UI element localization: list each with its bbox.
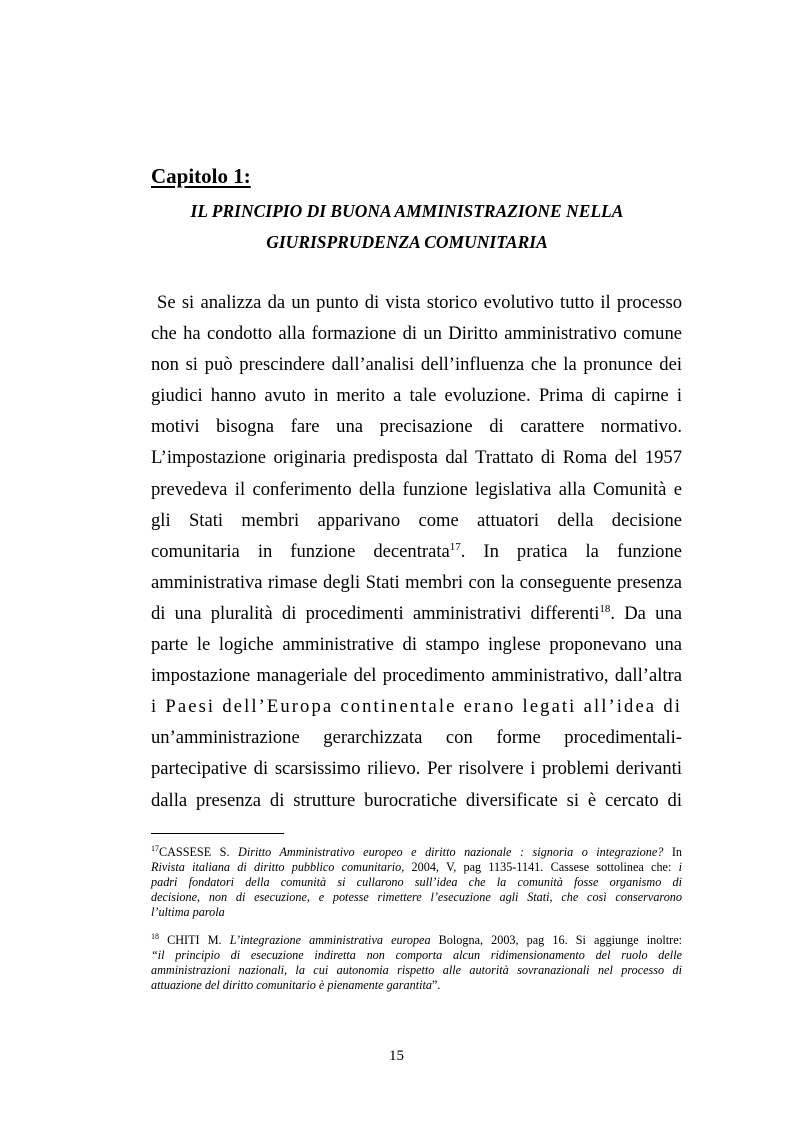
footnote-line: [151, 978, 682, 993]
footnote-quote: attuazione del diritto comunitario è pienamente garantita: [151, 977, 432, 992]
body-line: dalla presenza di strutture burocratiche diversificate si è cercato di: [151, 789, 682, 811]
body-line: motivi bisogna fare una precisazione di carattere normativo.: [151, 416, 682, 438]
body-line: [151, 598, 682, 629]
footnote-text: In: [663, 845, 682, 859]
body-line: i Paesi dell’Europa continentale erano legati all’idea di: [151, 696, 682, 718]
footnote-separator: [151, 833, 284, 834]
chapter-title-line-1: IL PRINCIPIO DI BUONA AMMINISTRAZIONE NELLA: [190, 201, 624, 221]
body-line: impostazione manageriale del procedimento amministrativo, dall’altra: [151, 665, 682, 687]
footnote-ref-18: 18: [599, 602, 611, 615]
body-line-part: di una pluralità di procedimenti amministrativi differenti: [151, 602, 600, 624]
footnote-line: [151, 875, 682, 890]
footnote-text: , 2004, V, pag 1135-1141. Cassese sottolinea che:: [401, 859, 679, 874]
body-text: [151, 287, 682, 816]
body-line: parte le logiche amministrative di stampo inglese proponevano una: [151, 634, 682, 656]
footnote-18: [151, 933, 682, 993]
body-line: che ha condotto alla formazione di un Diritto amministrativo comune: [151, 323, 682, 345]
footnote-quote: padri fondatori della comunità si cullarono sull’idea che la comunità fosse organismo di: [151, 874, 682, 889]
footnote-title: L’integrazione amministrativa europea: [229, 933, 431, 947]
footnote-line: [151, 963, 682, 978]
body-line-part: comunitaria in funzione decentrata: [151, 540, 450, 562]
body-line: giudici hanno avuto in merito a tale evoluzione. Prima di capirne i: [151, 385, 682, 407]
footnote-quote: l’ultima parola: [151, 904, 225, 919]
body-line-part: . In pratica la funzione: [460, 540, 682, 562]
footnote-line: [151, 905, 682, 920]
footnote-line: [151, 948, 682, 963]
footnote-text: ”.: [431, 977, 441, 992]
footnote-quote: amministrazioni nazionali, la cui autonomia rispetto alle autorità sovranazionali nel processo di: [151, 962, 682, 977]
body-line: amministrativa rimase degli Stati membri con la conseguente presenza: [151, 571, 682, 593]
footnote-quote: “il principio di esecuzione indiretta non comporta alcun ridimensionamento del ruolo delle: [151, 947, 682, 962]
footnote-number: 17: [151, 844, 159, 853]
footnote-ref-17: 17: [449, 540, 461, 553]
footnote-line: [151, 845, 682, 860]
footnote-author: CASSESE S.: [159, 845, 239, 859]
footnote-line: [151, 860, 682, 875]
footnote-quote: decisione, non di esecuzione, e potesse rimettere l’esecuzione agli Stati, che così conservarono: [151, 889, 682, 904]
footnote-17: [151, 845, 682, 919]
footnote-quote: i: [678, 859, 682, 874]
footnote-line: [151, 890, 682, 905]
body-line: partecipative di scarsissimo rilievo. Per risolvere i problemi derivanti: [151, 758, 682, 780]
chapter-heading: Capitolo 1:: [151, 164, 251, 188]
footnote-number: 18: [151, 932, 159, 941]
body-line: un’amministrazione gerarchizzata con forme procedimentali-: [151, 727, 682, 749]
footnote-title: Diritto Amministrativo europeo e diritto nazionale : signoria o integrazione?: [238, 845, 664, 859]
footnote-journal: Rivista italiana di diritto pubblico comunitario: [151, 859, 402, 874]
footnote-line: [151, 933, 682, 948]
body-line: L’impostazione originaria predisposta dal Trattato di Roma del 1957: [151, 447, 682, 469]
body-line: non si può prescindere dall’analisi dell’influenza che la pronunce dei: [151, 354, 682, 376]
chapter-title-line-2: GIURISPRUDENZA COMUNITARIA: [266, 232, 548, 252]
footnote-author: CHITI M.: [159, 933, 230, 947]
body-line: [151, 536, 682, 567]
footnote-text: Bologna, 2003, pag 16. Si aggiunge inoltre:: [430, 933, 682, 947]
body-line: gli Stati membri apparivano come attuatori della decisione: [151, 509, 682, 531]
body-line: prevedeva il conferimento della funzione legislativa alla Comunità e: [151, 478, 682, 500]
body-line: Se si analizza da un punto di vista storico evolutivo tutto il processo: [157, 292, 682, 313]
page-number: 15: [389, 1048, 404, 1064]
body-line-part: . Da una: [610, 602, 682, 624]
